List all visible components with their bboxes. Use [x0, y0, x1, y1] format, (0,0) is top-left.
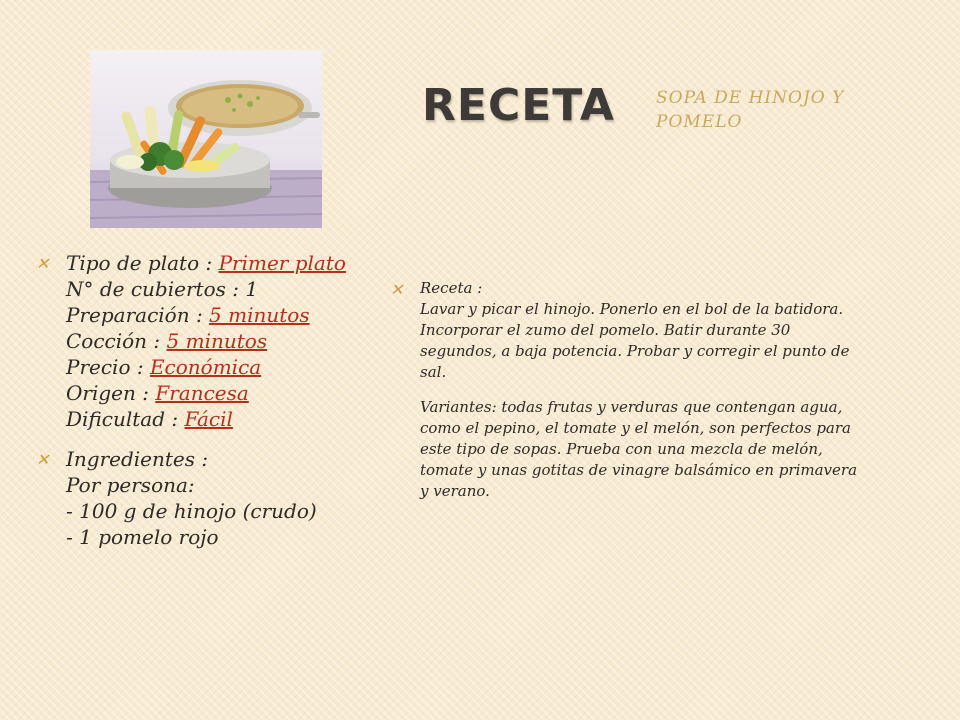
x-bullet-icon: ✕: [390, 280, 404, 299]
recipe-instructions-column: [390, 278, 860, 502]
recipe-details-column: [36, 250, 366, 550]
ingredients-heading: Ingredientes :: [66, 447, 209, 471]
details-list: [66, 250, 366, 432]
x-bullet-icon: ✕: [36, 254, 50, 273]
detail-line: [66, 276, 366, 302]
instructions-heading: Receta :: [420, 279, 483, 297]
detail-value-link[interactable]: 5 minutos: [166, 329, 268, 353]
per-person-label: Por persona:: [66, 473, 195, 497]
detail-value-link[interactable]: Francesa: [155, 381, 249, 405]
detail-value-link[interactable]: Económica: [149, 355, 262, 379]
instructions-list-item: [390, 278, 860, 502]
detail-line: [66, 328, 366, 354]
details-list-item: [36, 250, 366, 432]
detail-label: Dificultad :: [66, 407, 185, 431]
detail-label: N° de cubiertos : 1: [66, 277, 259, 301]
detail-line: [66, 354, 366, 380]
soup-photo: [90, 50, 322, 228]
page-title: RECETA: [422, 80, 615, 131]
ingredient-2: - 1 pomelo rojo: [66, 525, 219, 549]
instructions-text: Lavar y picar el hinojo. Ponerlo en el bol de la batidora. Incorporar el zumo del pomelo. Batir durante 30 segundos, a baja potencia. Probar y corregir el punto de sal.: [420, 300, 850, 381]
detail-value-link[interactable]: Primer plato: [218, 251, 346, 275]
detail-label: Preparación :: [66, 303, 210, 327]
detail-label: Tipo de plato :: [66, 251, 219, 275]
detail-value-link[interactable]: Fácil: [184, 407, 233, 431]
ingredient-1: - 100 g de hinojo (crudo): [66, 499, 317, 523]
detail-line: [66, 250, 366, 276]
recipe-subtitle: SOPA DE HINOJO Y POMELO: [656, 88, 845, 132]
detail-line: [66, 302, 366, 328]
ingredients-list-item: [36, 446, 366, 550]
variants-text: Variantes: todas frutas y verduras que contengan agua, como el pepino, el tomate y el melón, son perfectos para este tipo de sopas. Prueba con una mezcla de melón, tomate y unas gotitas de vinagre balsámico en primavera y verano.: [420, 398, 858, 500]
detail-label: Cocción :: [66, 329, 167, 353]
detail-line: [66, 406, 366, 432]
x-bullet-icon: ✕: [36, 450, 50, 469]
detail-label: Origen :: [66, 381, 156, 405]
detail-value-link[interactable]: 5 minutos: [209, 303, 310, 327]
detail-line: [66, 380, 366, 406]
detail-label: Precio :: [66, 355, 150, 379]
